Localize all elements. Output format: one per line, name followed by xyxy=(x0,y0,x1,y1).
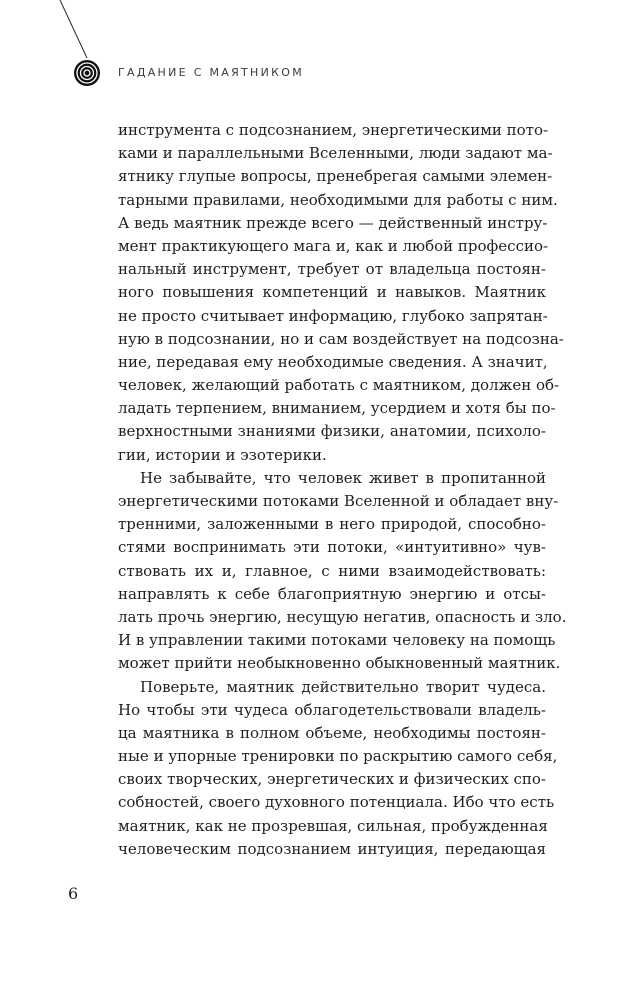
text-line: ца маятника в полном объеме, необходимы постоян- xyxy=(118,723,546,742)
running-header: ГАДАНИЕ С МАЯТНИКОМ xyxy=(118,66,305,79)
text-line: ные и упорные тренировки по раскрытию самого себя, xyxy=(118,747,558,766)
text-line: ную в подсознании, но и сам воздействует на подсозна- xyxy=(118,329,564,348)
text-line: гии, истории и эзотерики. xyxy=(118,445,327,464)
text-line: может прийти необыкновенно обыкновенный маятник. xyxy=(118,654,561,673)
page-number: 6 xyxy=(68,884,79,903)
text-line: А ведь маятник прежде всего — действенный инстру- xyxy=(118,213,548,232)
text-line: ние, передавая ему необходимые сведения. А значит, xyxy=(118,352,548,371)
text-line: энергетическими потоками Вселенной и обладает вну- xyxy=(118,492,559,510)
text-line: маятник, как не прозревшая, сильная, пробужденная xyxy=(118,816,548,835)
text-line: мент практикующего мага и, как и любой профессио- xyxy=(118,236,549,255)
text-line: верхностными знаниями физики, анатомии, психоло- xyxy=(118,422,546,441)
body-text xyxy=(118,119,567,861)
text-line: не просто считывает информацию, глубоко запрятан- xyxy=(118,306,548,325)
text-line: человек, желающий работать с маятником, должен об- xyxy=(118,376,560,395)
text-line: ладать терпением, вниманием, усердием и хотя бы по- xyxy=(118,399,556,418)
text-line: своих творческих, энергетических и физических спо- xyxy=(118,770,546,789)
text-line: стями воспринимать эти потоки, «интуитивно» чув- xyxy=(118,538,546,557)
text-line: лать прочь энергию, несущую негатив, опасность и зло. xyxy=(118,607,567,626)
text-line: направлять к себе благоприятную энергию и отсы- xyxy=(118,584,546,603)
text-line: нальный инструмент, требует от владельца постоян- xyxy=(118,260,546,279)
text-line: Поверьте, маятник действительно творит чудеса. xyxy=(140,677,546,696)
text-line: тарными правилами, необходимыми для работы с ним. xyxy=(118,190,558,209)
text-line: собностей, своего духовного потенциала. Ибо что есть xyxy=(118,793,555,812)
text-line: ного повышения компетенций и навыков. Маятник xyxy=(118,283,546,302)
pendulum-icon xyxy=(0,0,619,100)
text-line: Но чтобы эти чудеса облагодетельствовали владель- xyxy=(118,700,546,719)
text-line: человеческим подсознанием интуиция, передающая xyxy=(118,839,546,858)
text-line: Не забывайте, что человек живет в пропитанной xyxy=(140,468,546,487)
text-line: ками и параллельными Вселенными, люди задают ма- xyxy=(118,144,553,163)
text-line: И в управлении такими потоками человеку на помощь xyxy=(118,631,556,650)
text-line: ятнику глупые вопросы, пренебрегая самыми элемен- xyxy=(118,167,553,186)
text-line: инструмента с подсознанием, энергетическими пото- xyxy=(118,121,549,139)
text-line: тренними, заложенными в него природой, способно- xyxy=(118,515,546,534)
text-line: ствовать их и, главное, с ними взаимодействовать: xyxy=(118,561,546,580)
